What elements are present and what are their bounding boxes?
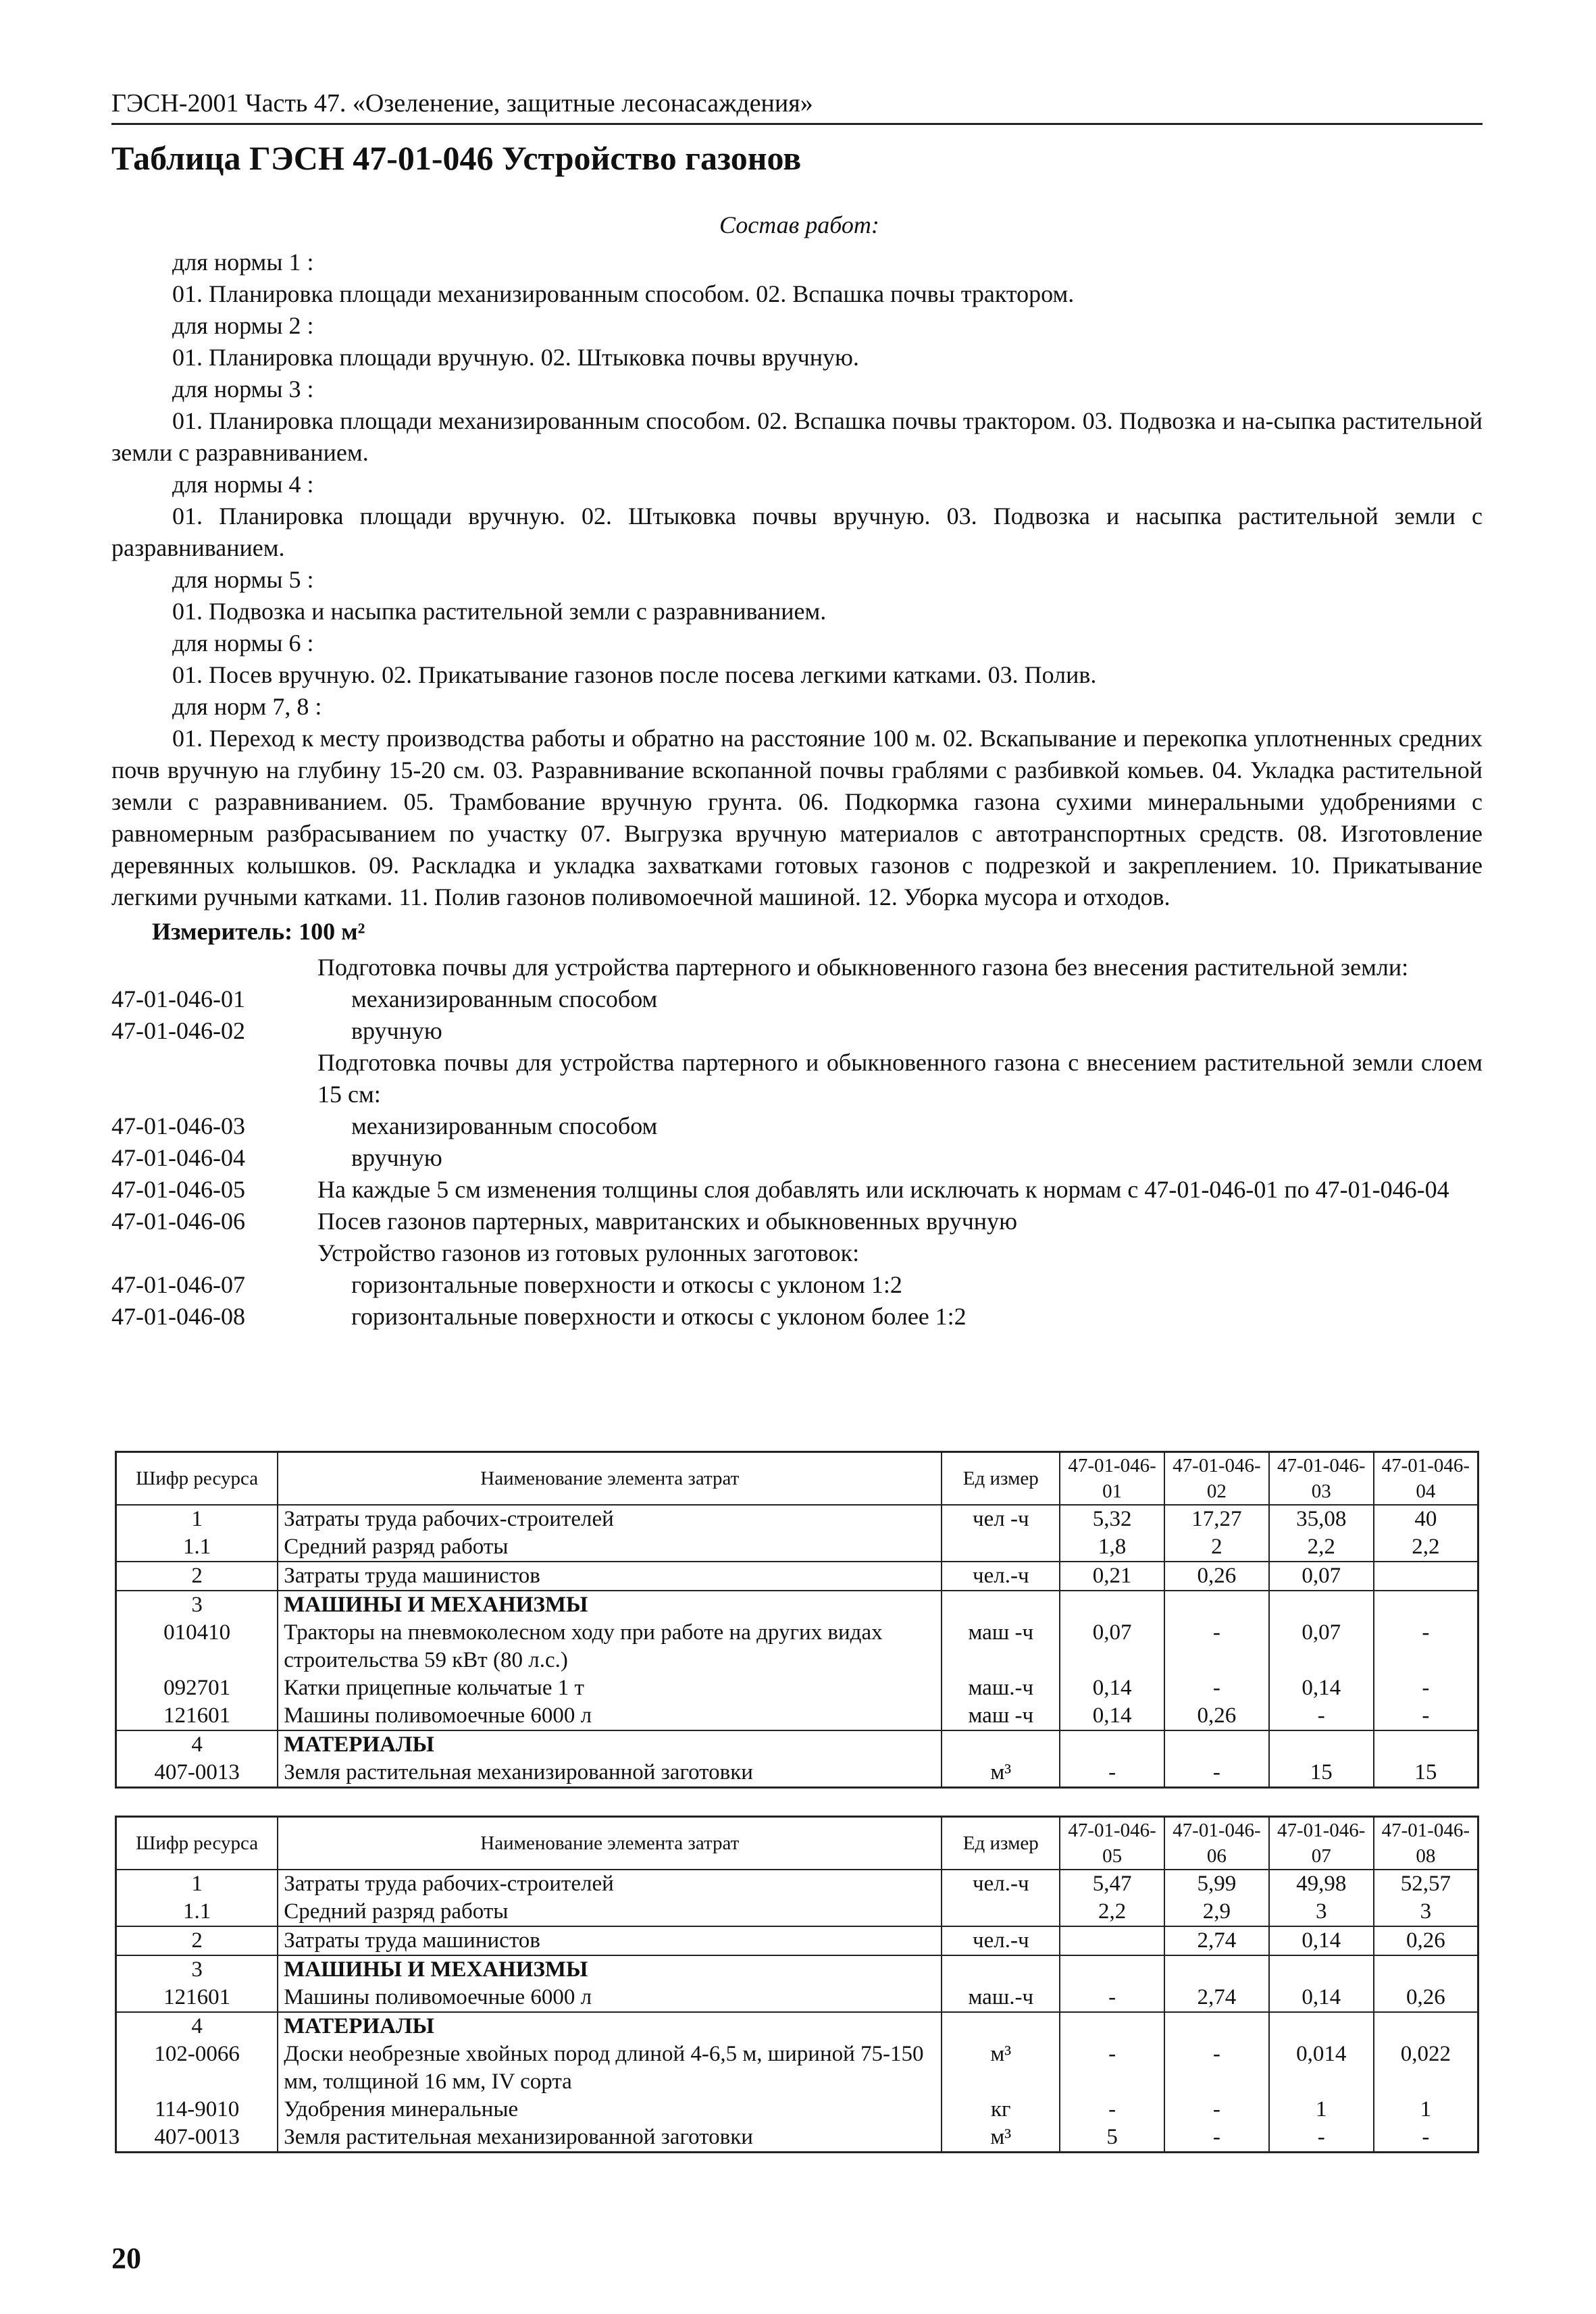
- value-cell: 1: [1374, 2096, 1478, 2124]
- cost-element-name: Катки прицепные кольчатые 1 т: [278, 1674, 942, 1702]
- cost-element-name: Доски необрезные хвойных пород длиной 4-6,5 м, шириной 75-150 мм, толщиной 16 мм, IV сорта: [278, 2040, 942, 2096]
- value-cell: 5,32: [1060, 1505, 1164, 1533]
- norm-description: Устройство газонов из готовых рулонных заготовок:: [317, 1239, 860, 1266]
- norm-text: 01. Планировка площади вручную. 02. Штыковка почвы вручную. 03. Подвозка и насыпка растительной земли с разравниванием.: [111, 503, 1483, 561]
- unit-cell: маш -ч: [942, 1702, 1060, 1730]
- value-cell: 0,21: [1060, 1562, 1164, 1591]
- norm-codes-list: [111, 952, 1483, 1333]
- norm-description: вручную: [351, 1144, 442, 1171]
- table-row: [116, 1730, 1478, 1759]
- unit-cell: маш -ч: [942, 1619, 1060, 1674]
- value-cell: 0,07: [1060, 1619, 1164, 1674]
- resource-code-header: Шифр ресурса: [116, 1452, 278, 1506]
- cost-element-name: Затраты труда рабочих-строителей: [278, 1505, 942, 1533]
- value-cell: 1,8: [1060, 1533, 1164, 1562]
- table-row: [116, 1955, 1478, 1984]
- norm-code: 47-01-046-05: [111, 1176, 245, 1203]
- norm-column-header: 47-01-046-03: [1269, 1452, 1374, 1506]
- resource-code: 1: [116, 1505, 278, 1533]
- value-cell: [1060, 2012, 1164, 2040]
- norm-code: 47-01-046-02: [111, 1017, 245, 1044]
- norm-code: 47-01-046-01: [111, 985, 245, 1012]
- cost-element-name: МАШИНЫ И МЕХАНИЗМЫ: [278, 1591, 942, 1619]
- value-cell: [1164, 1730, 1269, 1759]
- value-cell: [1164, 1591, 1269, 1619]
- value-cell: 17,27: [1164, 1505, 1269, 1533]
- norm-column-header: 47-01-046-04: [1374, 1452, 1478, 1506]
- page-number: 20: [111, 2242, 141, 2275]
- norm-description: механизированным способом: [351, 985, 658, 1012]
- value-cell: [1269, 1730, 1374, 1759]
- value-cell: 0,07: [1269, 1562, 1374, 1591]
- resource-code: 114-9010: [116, 2096, 278, 2124]
- code-row: [111, 983, 1483, 1015]
- cost-element-header: Наименование элемента затрат: [278, 1452, 942, 1506]
- resource-code: 1.1: [116, 1533, 278, 1562]
- norm-code: [111, 1047, 317, 1110]
- norm-code: [111, 1237, 317, 1269]
- table-row: [116, 1562, 1478, 1591]
- norm-text: 01. Планировка площади вручную. 02. Штыковка почвы вручную.: [172, 344, 859, 371]
- code-row: [111, 952, 1483, 983]
- unit-cell: кг: [942, 2096, 1060, 2124]
- value-cell: [1374, 1730, 1478, 1759]
- resource-code-header: Шифр ресурса: [116, 1817, 278, 1870]
- norm-text: 01. Планировка площади механизированным способом. 02. Вспашка почвы трактором.: [172, 280, 1075, 307]
- norm-description: механизированным способом: [351, 1112, 658, 1139]
- unit-cell: м³: [942, 2124, 1060, 2153]
- unit-cell: м³: [942, 1759, 1060, 1788]
- value-cell: -: [1060, 1759, 1164, 1788]
- norm-text: 01. Планировка площади механизированным способом. 02. Вспашка почвы трактором. 03. Подвозка и на-сыпка растительной земли с разравниванием.: [111, 407, 1483, 466]
- table-row: [116, 2096, 1478, 2124]
- code-row: [111, 1015, 1483, 1047]
- value-cell: 0,07: [1269, 1619, 1374, 1674]
- value-cell: 2,2: [1269, 1533, 1374, 1562]
- norm-text: 01. Посев вручную. 02. Прикатывание газонов после посева легкими катками. 03. Полив.: [172, 661, 1097, 688]
- body-text: [111, 209, 1483, 1333]
- resource-code: 1: [116, 1870, 278, 1898]
- cost-table-2: [115, 1816, 1479, 2153]
- value-cell: [1269, 2012, 1374, 2040]
- unit-cell: [942, 1730, 1060, 1759]
- value-cell: 3: [1374, 1898, 1478, 1926]
- norm-description: горизонтальные поверхности и откосы с уклоном 1:2: [351, 1271, 902, 1298]
- cost-table-1: [115, 1451, 1479, 1789]
- value-cell: -: [1060, 1984, 1164, 2012]
- value-cell: [1060, 1591, 1164, 1619]
- code-row: [111, 1206, 1483, 1237]
- code-row: [111, 1174, 1483, 1206]
- cost-element-name: МАТЕРИАЛЫ: [278, 1730, 942, 1759]
- value-cell: [1374, 1955, 1478, 1984]
- code-row: [111, 1142, 1483, 1174]
- unit-header: Ед измер: [942, 1817, 1060, 1870]
- composition-heading: Состав работ:: [719, 211, 879, 238]
- code-row: [111, 1237, 1483, 1269]
- code-row: [111, 1047, 1483, 1110]
- table-row: [116, 2040, 1478, 2096]
- table-header-row: [116, 1452, 1478, 1506]
- norm-column-header: 47-01-046-07: [1269, 1817, 1374, 1870]
- value-cell: 49,98: [1269, 1870, 1374, 1898]
- value-cell: 2,2: [1374, 1533, 1478, 1562]
- cost-element-name: Машины поливомоечные 6000 л: [278, 1984, 942, 2012]
- norm-label: для норм 7, 8 :: [172, 693, 322, 720]
- value-cell: [1060, 1926, 1164, 1955]
- table-row: [116, 1870, 1478, 1898]
- resource-code: 4: [116, 2012, 278, 2040]
- value-cell: 2,2: [1060, 1898, 1164, 1926]
- norm-code: 47-01-046-07: [111, 1271, 245, 1298]
- value-cell: 5: [1060, 2124, 1164, 2153]
- resource-code: 2: [116, 1562, 278, 1591]
- norm-code: 47-01-046-06: [111, 1208, 245, 1235]
- unit-cell: чел.-ч: [942, 1562, 1060, 1591]
- table-row: [116, 2012, 1478, 2040]
- unit-cell: [942, 1591, 1060, 1619]
- norm-column-header: 47-01-046-05: [1060, 1817, 1164, 1870]
- norm-text: 01. Переход к месту производства работы и обратно на расстояние 100 м. 02. Вскапывание и перекопка уплотненных средних почв вручную на глубину 15-20 см. 03. Разравнивание вскопанной почвы граблями с разбивкой комьев. 04. Укладка растительной земли с разравниванием. 05. Трамбование вручную грунта. 06. Подкормка газона сухими минеральными удобрениями с равномерным разбрасыванием по участку 07. Выгрузка вручную материалов с автотранспортных средств. 08. Изготовление деревянных колышков. 09. Раскладка и укладка захватками готовых газонов с подрезкой и закреплением. 10. Прикатывание легкими ручными катками. 11. Полив газонов поливомоечной машиной. 12. Уборка мусора и отходов.: [111, 725, 1483, 910]
- value-cell: -: [1060, 2096, 1164, 2124]
- unit-cell: [942, 2012, 1060, 2040]
- code-row: [111, 1301, 1483, 1333]
- value-cell: 5,99: [1164, 1870, 1269, 1898]
- value-cell: 15: [1374, 1759, 1478, 1788]
- cost-element-name: Тракторы на пневмоколесном ходу при работе на других видах строительства 59 кВт (80 л.с.): [278, 1619, 942, 1674]
- cost-element-name: Средний разряд работы: [278, 1533, 942, 1562]
- value-cell: 52,57: [1374, 1870, 1478, 1898]
- value-cell: -: [1164, 2096, 1269, 2124]
- unit-cell: [942, 1898, 1060, 1926]
- value-cell: -: [1374, 1702, 1478, 1730]
- value-cell: 1: [1269, 2096, 1374, 2124]
- cost-element-name: Средний разряд работы: [278, 1898, 942, 1926]
- cost-element-name: Удобрения минеральные: [278, 2096, 942, 2124]
- norms-list: [111, 247, 1483, 913]
- norm-column-header: 47-01-046-08: [1374, 1817, 1478, 1870]
- table-row: [116, 1898, 1478, 1926]
- cost-element-name: Земля растительная механизированной заготовки: [278, 2124, 942, 2153]
- value-cell: 40: [1374, 1505, 1478, 1533]
- norm-code: 47-01-046-08: [111, 1303, 245, 1330]
- norm-description: Посев газонов партерных, мавританских и обыкновенных вручную: [317, 1208, 1017, 1235]
- cost-element-name: МАШИНЫ И МЕХАНИЗМЫ: [278, 1955, 942, 1984]
- unit-cell: [942, 1955, 1060, 1984]
- value-cell: 0,26: [1374, 1984, 1478, 2012]
- resource-code: 407-0013: [116, 2124, 278, 2153]
- resource-code: 3: [116, 1591, 278, 1619]
- norm-column-header: 47-01-046-06: [1164, 1817, 1269, 1870]
- value-cell: 2,74: [1164, 1984, 1269, 2012]
- norm-description: Подготовка почвы для устройства партерного и обыкновенного газона без внесения растительной земли:: [317, 954, 1409, 981]
- resource-code: 4: [116, 1730, 278, 1759]
- value-cell: 0,014: [1269, 2040, 1374, 2096]
- running-head: ГЭСН-2001 Часть 47. «Озеленение, защитные лесонасаждения»: [111, 88, 1483, 125]
- unit-cell: м³: [942, 2040, 1060, 2096]
- value-cell: 0,022: [1374, 2040, 1478, 2096]
- value-cell: [1060, 1955, 1164, 1984]
- resource-code: 092701: [116, 1674, 278, 1702]
- cost-element-name: Затраты труда рабочих-строителей: [278, 1870, 942, 1898]
- table-row: [116, 1533, 1478, 1562]
- table-row: [116, 1591, 1478, 1619]
- resource-code: 121601: [116, 1702, 278, 1730]
- value-cell: [1374, 2012, 1478, 2040]
- value-cell: 2: [1164, 1533, 1269, 1562]
- table-row: [116, 1759, 1478, 1788]
- unit-cell: маш.-ч: [942, 1984, 1060, 2012]
- value-cell: [1060, 1730, 1164, 1759]
- value-cell: [1269, 1955, 1374, 1984]
- value-cell: 3: [1269, 1898, 1374, 1926]
- cost-element-name: Машины поливомоечные 6000 л: [278, 1702, 942, 1730]
- value-cell: 2,9: [1164, 1898, 1269, 1926]
- value-cell: 2,74: [1164, 1926, 1269, 1955]
- value-cell: [1269, 1591, 1374, 1619]
- measure: [111, 916, 1483, 948]
- value-cell: 0,14: [1269, 1926, 1374, 1955]
- value-cell: [1374, 1562, 1478, 1591]
- norm-column-header: 47-01-046-01: [1060, 1452, 1164, 1506]
- table-row: [116, 1926, 1478, 1955]
- value-cell: -: [1269, 2124, 1374, 2153]
- value-cell: -: [1164, 2040, 1269, 2096]
- table-row: [116, 1674, 1478, 1702]
- table-row: [116, 1619, 1478, 1674]
- value-cell: -: [1374, 1674, 1478, 1702]
- value-cell: -: [1374, 1619, 1478, 1674]
- norm-description: горизонтальные поверхности и откосы с уклоном более 1:2: [351, 1303, 967, 1330]
- cost-element-header: Наименование элемента затрат: [278, 1817, 942, 1870]
- norm-column-header: 47-01-046-02: [1164, 1452, 1269, 1506]
- value-cell: 0,26: [1374, 1926, 1478, 1955]
- norm-label: для нормы 5 :: [172, 566, 314, 593]
- table-row: [116, 1505, 1478, 1533]
- value-cell: -: [1164, 1759, 1269, 1788]
- value-cell: -: [1374, 2124, 1478, 2153]
- resource-code: 407-0013: [116, 1759, 278, 1788]
- value-cell: 5,47: [1060, 1870, 1164, 1898]
- norm-code: 47-01-046-04: [111, 1144, 245, 1171]
- cost-element-name: МАТЕРИАЛЫ: [278, 2012, 942, 2040]
- norm-label: для нормы 2 :: [172, 312, 314, 339]
- value-cell: 0,14: [1269, 1984, 1374, 2012]
- value-cell: -: [1164, 1674, 1269, 1702]
- resource-code: 3: [116, 1955, 278, 1984]
- unit-cell: чел.-ч: [942, 1870, 1060, 1898]
- norm-label: для нормы 4 :: [172, 471, 314, 498]
- value-cell: 0,26: [1164, 1562, 1269, 1591]
- cost-element-name: Земля растительная механизированной заготовки: [278, 1759, 942, 1788]
- table-row: [116, 1702, 1478, 1730]
- value-cell: 15: [1269, 1759, 1374, 1788]
- value-cell: -: [1164, 1619, 1269, 1674]
- measure-label: Измеритель:: [152, 918, 293, 945]
- resource-code: 1.1: [116, 1898, 278, 1926]
- value-cell: 0,14: [1060, 1702, 1164, 1730]
- norm-description: Подготовка почвы для устройства партерного и обыкновенного газона с внесением растительной земли слоем 15 см:: [317, 1049, 1483, 1108]
- value-cell: 0,14: [1060, 1674, 1164, 1702]
- norm-label: для нормы 3 :: [172, 376, 314, 403]
- norm-text: 01. Подвозка и насыпка растительной земли с разравниванием.: [172, 598, 827, 625]
- resource-code: 010410: [116, 1619, 278, 1674]
- value-cell: -: [1060, 2040, 1164, 2096]
- resource-code: 102-0066: [116, 2040, 278, 2096]
- cost-element-name: Затраты труда машинистов: [278, 1562, 942, 1591]
- value-cell: 35,08: [1269, 1505, 1374, 1533]
- norm-code: [111, 952, 317, 983]
- value-cell: [1374, 1591, 1478, 1619]
- unit-cell: [942, 1533, 1060, 1562]
- code-row: [111, 1269, 1483, 1301]
- unit-cell: чел.-ч: [942, 1926, 1060, 1955]
- norm-code: 47-01-046-03: [111, 1112, 245, 1139]
- norm-label: для нормы 1 :: [172, 249, 314, 276]
- resource-code: 121601: [116, 1984, 278, 2012]
- value-cell: 0,14: [1269, 1674, 1374, 1702]
- unit-cell: чел -ч: [942, 1505, 1060, 1533]
- table-row: [116, 1984, 1478, 2012]
- table-header-row: [116, 1817, 1478, 1870]
- value-cell: -: [1164, 2124, 1269, 2153]
- norm-description: На каждые 5 см изменения толщины слоя добавлять или исключать к нормам с 47-01-046-01 по 47-01-046-04: [317, 1176, 1449, 1203]
- page-title: Таблица ГЭСН 47-01-046 Устройство газонов: [111, 139, 802, 177]
- value-cell: -: [1269, 1702, 1374, 1730]
- table-row: [116, 2124, 1478, 2153]
- norm-label: для нормы 6 :: [172, 629, 314, 657]
- norm-description: вручную: [351, 1017, 442, 1044]
- unit-cell: маш.-ч: [942, 1674, 1060, 1702]
- value-cell: [1164, 2012, 1269, 2040]
- cost-element-name: Затраты труда машинистов: [278, 1926, 942, 1955]
- value-cell: 0,26: [1164, 1702, 1269, 1730]
- value-cell: [1164, 1955, 1269, 1984]
- resource-code: 2: [116, 1926, 278, 1955]
- measure-value: 100 м²: [299, 918, 365, 945]
- code-row: [111, 1110, 1483, 1142]
- unit-header: Ед измер: [942, 1452, 1060, 1506]
